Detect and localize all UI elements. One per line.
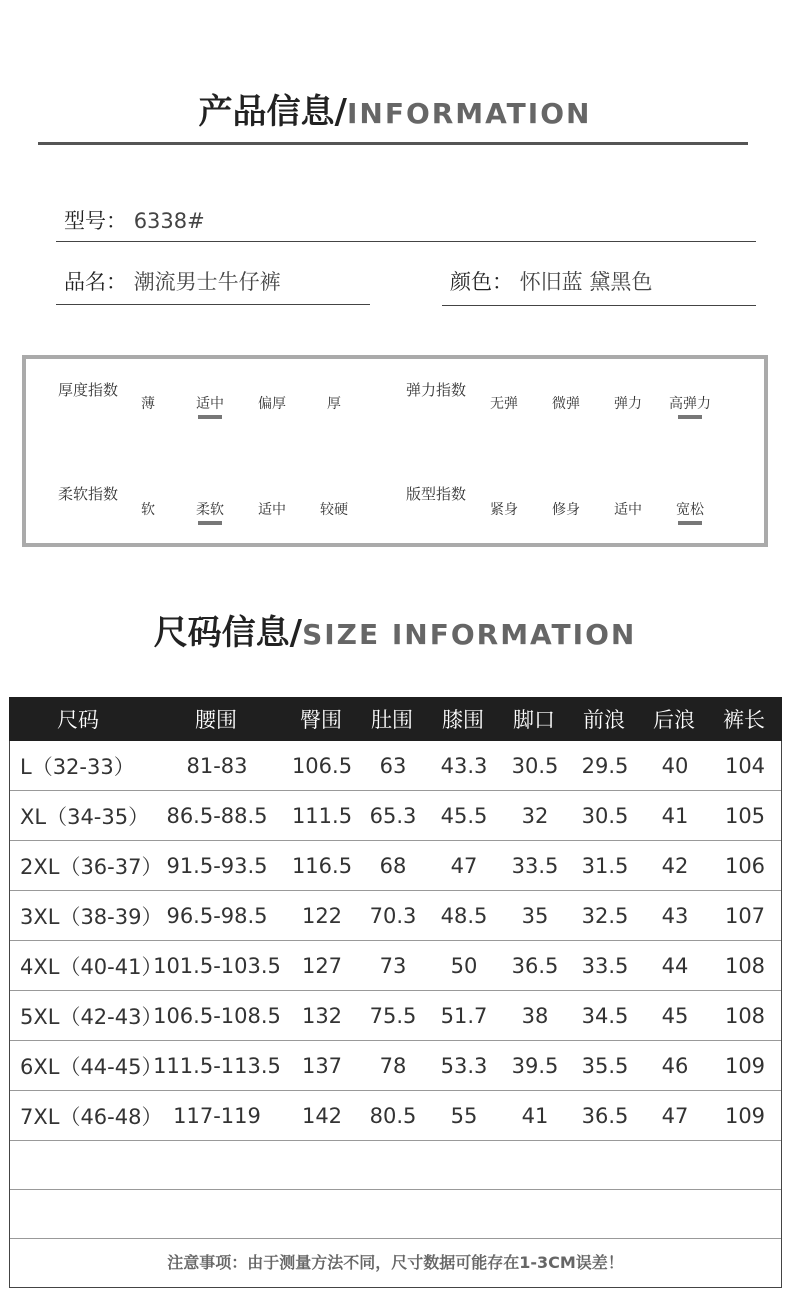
table-cell: 109 — [724, 1053, 766, 1078]
spec-option: 厚 — [327, 396, 341, 412]
table-cell: 38 — [521, 1003, 549, 1028]
model-underline — [56, 241, 756, 242]
table-cell: 108 — [724, 953, 766, 978]
color-label: 颜色： — [450, 270, 513, 294]
table-cell: 105 — [724, 803, 766, 828]
table-cell: 132 — [301, 1003, 343, 1028]
table-cell: 39.5 — [511, 1053, 559, 1078]
table-cell: 127 — [301, 953, 343, 978]
table-cell: 106 — [724, 853, 766, 878]
table-cell: 35.5 — [581, 1053, 629, 1078]
table-cell: 63 — [379, 753, 407, 778]
spec-option: 适中 — [614, 502, 642, 518]
spec-option: 无弹 — [490, 396, 518, 412]
table-cell: 31.5 — [581, 853, 629, 878]
table-cell: 30.5 — [511, 753, 559, 778]
name-underline — [56, 304, 370, 305]
table-row — [10, 891, 781, 941]
table-row — [10, 1041, 781, 1091]
table-cell: 48.5 — [440, 903, 488, 928]
size-table-header — [9, 697, 782, 741]
column-header: 膝围 — [442, 708, 484, 732]
table-cell: 96.5-98.5 — [166, 903, 268, 928]
spec-option: 适中 — [258, 502, 286, 518]
table-cell: 6XL（44-45） — [20, 1054, 163, 1079]
table-cell: 111.5-113.5 — [153, 1053, 281, 1078]
table-cell: 36.5 — [511, 953, 559, 978]
model-field — [64, 205, 205, 235]
table-cell: 65.3 — [369, 803, 417, 828]
table-cell: 42 — [661, 853, 689, 878]
table-cell: 117-119 — [173, 1103, 261, 1128]
measurement-note: 注意事项：由于测量方法不同，尺寸数据可能存在1-3CM误差！ — [10, 1239, 781, 1288]
table-cell: 81-83 — [186, 753, 248, 778]
table-cell: 86.5-88.5 — [166, 803, 268, 828]
table-cell: 44 — [661, 953, 689, 978]
table-cell: L（32-33） — [20, 754, 135, 779]
product-info-title-en: INFORMATION — [346, 97, 592, 130]
table-cell: 51.7 — [440, 1003, 488, 1028]
empty-row — [10, 1190, 781, 1239]
table-cell: 47 — [661, 1103, 689, 1128]
product-info-title-cn: 产品信息/ — [198, 92, 347, 132]
table-cell: 2XL（36-37） — [20, 854, 163, 879]
spec-label: 版型指数 — [405, 485, 466, 503]
table-cell: 36.5 — [581, 1103, 629, 1128]
table-row — [10, 941, 781, 991]
table-cell: 122 — [301, 903, 343, 928]
table-cell: 34.5 — [581, 1003, 629, 1028]
table-cell: 33.5 — [581, 953, 629, 978]
column-header: 肚围 — [371, 708, 413, 732]
table-cell: 40 — [661, 753, 689, 778]
table-cell: 47 — [450, 853, 478, 878]
spec-option: 柔软 — [180, 499, 240, 525]
title-divider — [38, 142, 748, 145]
table-cell: 30.5 — [581, 803, 629, 828]
column-header: 腰围 — [195, 708, 237, 732]
table-cell: 45 — [661, 1003, 689, 1028]
table-cell: 80.5 — [369, 1103, 417, 1128]
column-header: 后浪 — [653, 708, 695, 732]
table-cell: 68 — [379, 853, 407, 878]
table-cell: 32.5 — [581, 903, 629, 928]
column-header: 脚口 — [513, 708, 555, 732]
table-row — [10, 741, 781, 791]
column-header: 臀围 — [300, 708, 342, 732]
table-cell: 116.5 — [291, 853, 353, 878]
table-cell: XL（34-35） — [20, 804, 150, 829]
table-row — [10, 1091, 781, 1141]
table-cell: 43.3 — [440, 753, 488, 778]
table-cell: 29.5 — [581, 753, 629, 778]
model-label: 型号： — [64, 209, 127, 233]
name-label: 品名： — [64, 270, 127, 294]
spec-option: 较硬 — [320, 502, 348, 518]
color-underline — [442, 305, 756, 306]
spec-label: 弹力指数 — [405, 381, 466, 399]
table-cell: 7XL（46-48） — [20, 1104, 163, 1129]
table-cell: 32 — [521, 803, 549, 828]
table-cell: 104 — [724, 753, 766, 778]
table-cell: 107 — [724, 903, 766, 928]
table-cell: 111.5 — [291, 803, 353, 828]
table-cell: 5XL（42-43） — [20, 1004, 163, 1029]
spec-option: 适中 — [180, 393, 240, 419]
table-cell: 35 — [521, 903, 549, 928]
table-cell: 41 — [661, 803, 689, 828]
spec-option: 紧身 — [490, 502, 518, 518]
table-cell: 137 — [301, 1053, 343, 1078]
spec-index-box — [22, 355, 768, 547]
table-cell: 43 — [661, 903, 689, 928]
table-cell: 142 — [301, 1103, 343, 1128]
table-cell: 45.5 — [440, 803, 488, 828]
table-cell: 41 — [521, 1103, 549, 1128]
table-row — [10, 791, 781, 841]
size-info-title — [0, 605, 790, 654]
table-cell: 101.5-103.5 — [153, 953, 281, 978]
color-value: 怀旧蓝 黛黑色 — [519, 270, 653, 294]
spec-label: 厚度指数 — [57, 381, 118, 399]
spec-option: 高弹力 — [660, 393, 720, 419]
table-row — [10, 841, 781, 891]
spec-label: 柔软指数 — [57, 485, 118, 503]
model-value: 6338# — [133, 209, 205, 233]
table-cell: 3XL（38-39） — [20, 904, 163, 929]
column-header: 裤长 — [723, 708, 765, 732]
spec-option: 微弹 — [552, 396, 580, 412]
name-field — [64, 266, 281, 296]
table-cell: 73 — [379, 953, 407, 978]
table-cell: 108 — [724, 1003, 766, 1028]
spec-option: 偏厚 — [258, 396, 286, 412]
size-info-title-cn: 尺码信息/ — [153, 613, 303, 653]
size-info-title-en: SIZE INFORMATION — [302, 618, 637, 651]
spec-option: 软 — [141, 502, 155, 518]
column-header: 尺码 — [57, 708, 99, 732]
table-cell: 50 — [450, 953, 478, 978]
name-value: 潮流男士牛仔裤 — [133, 270, 281, 294]
spec-option: 弹力 — [614, 396, 642, 412]
spec-option: 薄 — [141, 396, 155, 412]
table-cell: 109 — [724, 1103, 766, 1128]
column-header: 前浪 — [583, 708, 625, 732]
table-cell: 70.3 — [369, 903, 417, 928]
table-cell: 75.5 — [369, 1003, 417, 1028]
spec-option: 修身 — [552, 502, 580, 518]
table-cell: 46 — [661, 1053, 689, 1078]
color-field — [450, 266, 652, 296]
table-cell: 106.5 — [291, 753, 353, 778]
table-cell: 78 — [379, 1053, 407, 1078]
table-cell: 53.3 — [440, 1053, 488, 1078]
empty-row — [10, 1141, 781, 1190]
size-table — [9, 697, 782, 1288]
size-table-body — [9, 741, 782, 1288]
table-cell: 91.5-93.5 — [166, 853, 268, 878]
product-info-title — [0, 84, 790, 133]
table-cell: 33.5 — [511, 853, 559, 878]
table-row — [10, 991, 781, 1041]
table-cell: 106.5-108.5 — [153, 1003, 281, 1028]
spec-option: 宽松 — [660, 499, 720, 525]
table-cell: 55 — [450, 1103, 478, 1128]
table-cell: 4XL（40-41） — [20, 954, 163, 979]
